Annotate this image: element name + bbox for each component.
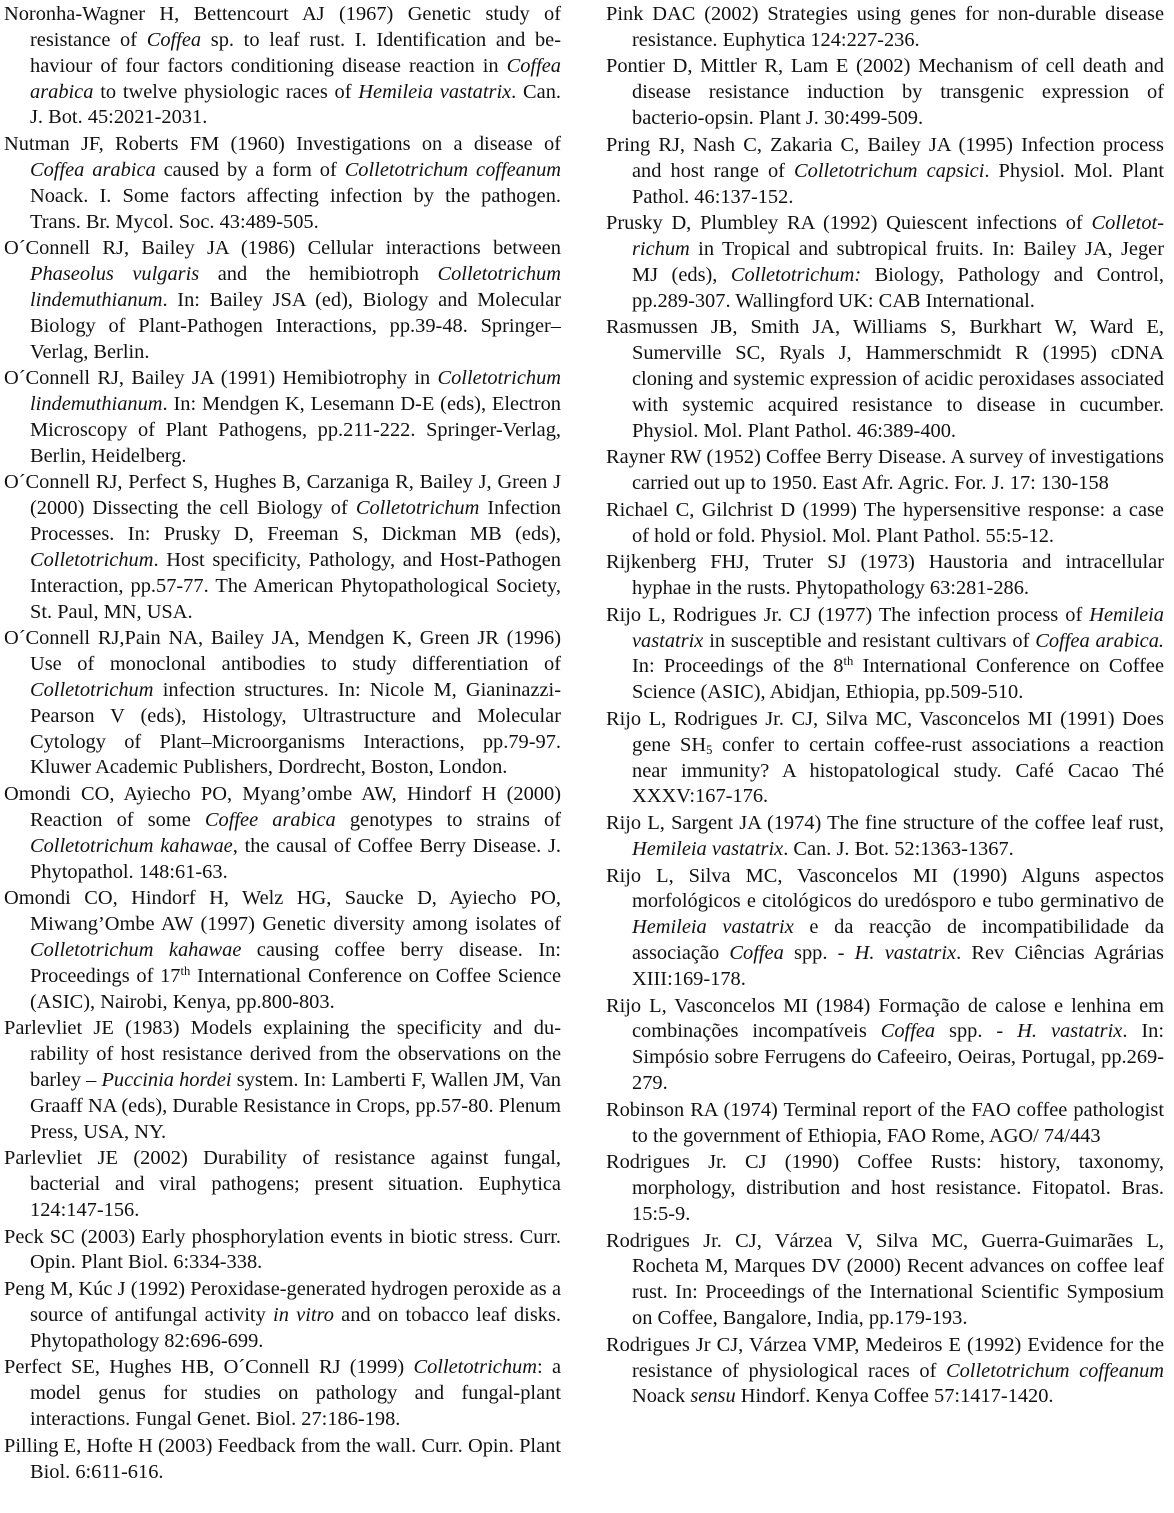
reference-column-right [606,2,1164,1411]
reference-text: Omondi CO, Ayiecho PO, Myang’ombe AW, Hindorf H (2000) Reaction of some [4,783,561,831]
reference-text: e da reacção de incompatibilidade da associação [632,916,1164,965]
reference-entry [606,133,1164,211]
reference-italic-text: Hemileia vastatrix [632,837,784,860]
reference-entry [606,211,1164,314]
reference-text: O´Connell RJ,Pain NA, Bailey JA, Mendgen K, Green JR (1996) Use of monoclonal antibodies to study differentiation of [4,627,561,676]
reference-entry [4,1277,561,1355]
reference-entry [606,994,1164,1097]
reference-text: . Host specificity, Pathology, and Host-Pathogen Interaction, pp.57-77. The American Phytopathological Society, St. Paul, MN, USA. [30,548,561,623]
reference-text: International Conference on Coffee Science (ASIC), Abidjan, Ethiopia, pp.509-510. [632,655,1164,704]
reference-entry [4,626,561,781]
reference-text: . Can. J. Bot. 52:1363-1367. [783,837,1014,860]
reference-italic-text: Coffea [729,942,784,965]
reference-text: confer to certain coffee-rust associations a reaction near immunity? A histopatological study. Café Cacao Thé XXXV:167-176. [632,733,1164,808]
reference-italic-text: H. vastatrix [854,942,957,965]
reference-text: . Physiol. Mol. Plant Pathol. 46:137-152. [632,159,1165,208]
reference-superscript: th [843,654,854,669]
reference-entry [606,315,1164,444]
reference-text: Infection Processes. In: Prusky D, Freeman S, Dickman MB (eds), [30,497,561,546]
reference-text: Pilling E, Hofte H (2003) Feedback from the wall. Curr. Opin. Plant Biol. 6:611-616. [4,1434,561,1483]
reference-text: sp. to leaf rust. I. Identification and behaviour of four factors conditioning disease reaction in [30,28,561,77]
reference-entry [606,550,1164,602]
reference-italic-text: Hemileia vastatrix [632,916,794,939]
reference-entry [606,1098,1164,1150]
reference-italic-text: Puccinia hordei [101,1068,232,1091]
reference-entry [606,445,1164,497]
reference-entry [606,707,1164,810]
reference-text: O´Connell RJ, Perfect S, Hughes B, Carzaniga R, Bailey J, Green J (2000) Dissecting the cell Biology of [4,471,561,520]
reference-italic-text: Coffea arabica [30,158,156,181]
reference-italic-text: Coffea [146,28,202,51]
reference-italic-text: Colletotrichum [355,497,480,520]
reference-text: to twelve physiologic races of [93,80,359,103]
reference-entry [4,236,561,365]
reference-text: genotypes to strains of [335,808,561,831]
reference-text: Noack. I. Some factors affecting infection by the pathogen. Trans. Br. Mycol. Soc. 43:489-505. [30,184,561,233]
reference-text: Rijo L, Rodrigues Jr. CJ, Silva MC, Vasconcelos MI (1991) Does gene SH [606,707,1164,756]
reference-text: spp. - [783,942,855,965]
reference-entry [606,2,1164,54]
reference-text: Prusky D, Plumbley RA (1992) Quiescent infections of [606,212,1092,235]
reference-italic-text: Colletotrichum kahawae [30,834,233,857]
reference-text: . Rev Ciências Agrárias XIII:169-178. [632,942,1164,990]
reference-column-left [4,2,561,1486]
reference-text: Pink DAC (2002) Strategies using genes for non-durable disease resistance. Euphytica 124:227-236. [606,3,1164,51]
reference-text: Rijo L, Rodrigues Jr. CJ (1977) The infection process of [606,603,1090,626]
reference-italic-text: Colletotrichum [30,678,154,701]
reference-text: Biology, Pathology and Control, pp.289-307. Wallingford UK: CAB International. [632,263,1165,312]
reference-text: Parlevliet JE (2002) Durability of resistance against fungal, bacterial and viral pathogens; present situation. Euphytica 124:147-156. [4,1147,561,1221]
reference-text: Robinson RA (1974) Terminal report of the FAO coffee pathologist to the government of Ethiopia, FAO Rome, AGO/ 74/443 [606,1098,1164,1147]
reference-entry [4,1225,561,1277]
reference-italic-text: Colletotrichum capsici [794,159,985,182]
reference-text: Nutman JF, Roberts FM (1960) Investigations on a disease of [4,133,561,156]
reference-italic-text: in vitro [273,1303,334,1326]
reference-entry [4,366,561,469]
reference-text: Peck SC (2003) Early phosphorylation events in biotic stress. Curr. Opin. Plant Biol. 6:334-338. [4,1225,561,1274]
reference-italic-text: Colletotrichum: [730,263,862,286]
reference-entry [4,1146,561,1224]
reference-italic-text: Colletotrichum coffeanum [344,158,561,181]
reference-text: Rijo L, Vasconcelos MI (1984) Formação de calose e lenhina em combinações incompatíveis [606,994,1164,1043]
reference-text: . In: Simpósio sobre Ferrugens do Cafeeiro, Oeiras, Portugal, pp.269-279. [632,1020,1165,1095]
reference-text: . In: Mendgen K, Lesemann D-E (eds), Electron Microscopy of Plant Pathogens, pp.211-222. Springer-Verlag, Berlin, Heidelberg. [30,393,561,467]
reference-text: system. In: Lamberti F, Wallen JM, Van Graaff NA (eds), Durable Resistance in Crops, pp.57-80. Plenum Press, USA, NY. [30,1068,561,1143]
reference-text: and the hemibiotroph [199,263,438,286]
reference-text: , the causal of Coffee Berry Disease. J. Phytopathol. 148:61-63. [30,834,562,883]
reference-italic-text: Coffea arabica. [1035,629,1165,652]
reference-text: Rodrigues Jr. CJ, Várzea V, Silva MC, Guerra-Guimarães L, Rocheta M, Marques DV (2000) Recent advances on coffee leaf rust. In: Proceedings of the International Scientific Symposium on Coffee, Bangalore, India, pp.179-193. [606,1229,1164,1330]
reference-italic-text: Coffee arabica [204,808,336,831]
reference-italic-text: Phaseolus vulgaris [30,263,200,286]
reference-text: O´Connell RJ, Bailey JA (1986) Cellular interactions between [4,237,561,260]
reference-entry [606,603,1164,706]
reference-italic-text: Colletotrichum [632,212,1164,260]
reference-italic-text: Colletotrichum [30,548,154,571]
reference-text: Rijo L, Sargent JA (1974) The fine structure of the coffee leaf rust, [606,812,1164,835]
reference-entry [606,864,1164,993]
reference-text: causing coffee berry disease. In: Proceedings of 17 [30,938,561,987]
reference-text: infection structures. In: Nicole M, Gianinazzi-Pearson V (eds), Histology, Ultrastructure and Molecular Cytology of Plant–Microorganisms Interactions, pp.79-97. Kluwer Academic Publishers, Dordrecht, Boston, London. [30,678,561,779]
reference-text: Rayner RW (1952) Coffee Berry Disease. A survey of investigations carried out up to 1950. East Afr. Agric. For. J. 17: 130-158 [606,446,1164,495]
reference-text: . In: Bailey JSA (ed), Biology and Molecular Biology of Plant-Pathogen Interactions, pp.39-48. Springer–Verlag, Berlin. [30,288,561,363]
reference-italic-text: Colletotrichum lindemuthianum [30,263,561,311]
reference-entry [606,811,1164,863]
reference-entry [606,1333,1164,1411]
reference-text: Hindorf. Kenya Coffee 57:1417-1420. [735,1385,1054,1408]
reference-text: O´Connell RJ, Bailey JA (1991) Hemibiotrophy in [4,367,438,390]
reference-text: Perfect SE, Hughes HB, O´Connell RJ (1999) [4,1356,414,1379]
reference-text: Noack [632,1385,691,1408]
reference-subscript: 5 [706,742,713,757]
reference-text: International Conference on Coffee Science (ASIC), Nairobi, Kenya, pp.800-803. [30,964,561,1013]
reference-text: Rijkenberg FHJ, Truter SJ (1973) Haustoria and intracellular hyphae in the rusts. Phytopathology 63:281-286. [606,551,1164,600]
reference-text: in susceptible and resistant cultivars of [703,629,1036,652]
reference-italic-text: Colletotrichum kahawae [30,938,242,961]
reference-text: Rodrigues Jr CJ, Várzea VMP, Medeiros E (1992) Evidence for the resistance of physiological races of [606,1333,1164,1382]
reference-text: Noronha-Wagner H, Bettencourt AJ (1967) Genetic study of resistance of [4,3,561,51]
reference-text: spp. - [935,1020,1018,1043]
reference-text: Pring RJ, Nash C, Zakaria C, Bailey JA (1995) Infection process and host range of [606,133,1164,182]
reference-entry [606,1229,1164,1332]
reference-text: : a model genus for studies on pathology and fungal-plant interactions. Fungal Genet. Biol. 27:186-198. [30,1356,561,1431]
reference-entry [4,1016,561,1145]
reference-italic-text: Coffea [880,1020,936,1043]
reference-italic-text: sensu [690,1385,736,1408]
reference-entry [4,1434,561,1486]
reference-text: Omondi CO, Hindorf H, Welz HG, Saucke D, Ayiecho PO, Miwang’Ombe AW (1997) Genetic diversity among isolates of [4,887,561,936]
reference-italic-text: Hemileia vastatrix [632,603,1164,652]
reference-text: and on tobacco leaf disks. Phytopathology 82:696-699. [30,1303,561,1352]
reference-italic-text: Coffea arabica [30,54,561,103]
reference-text: Rodrigues Jr. CJ (1990) Coffee Rusts: history, taxonomy, morphology, distribution and host resistance. Fitopatol. Bras. 15:5-9. [606,1151,1164,1225]
reference-superscript: th [180,963,191,978]
reference-italic-text: Colletotrichum coffeanum [946,1359,1165,1382]
reference-text: Peng M, Kúc J (1992) Peroxidase-generated hydrogen peroxide as a source of antifungal activity [4,1278,561,1326]
reference-italic-text: H. vastatrix [1017,1020,1123,1043]
reference-entry [4,886,561,1015]
reference-italic-text: Colletotrichum lindemuthianum [30,367,561,416]
reference-text: Richael C, Gilchrist D (1999) The hypersensitive response: a case of hold or fold. Physiol. Mol. Plant Pathol. 55:5-12. [606,498,1164,547]
reference-entry [4,470,561,625]
reference-text: In: Proceedings of the 8 [632,655,844,678]
reference-italic-text: Hemileia vastatrix [358,80,512,103]
reference-entry [606,1150,1164,1228]
reference-entry [4,1355,561,1433]
reference-text: Pontier D, Mittler R, Lam E (2002) Mechanism of cell death and disease resistance induction by transgenic expression of bacterio-opsin. Plant J. 30:499-509. [606,55,1164,130]
reference-entry [606,54,1164,132]
reference-entry [606,498,1164,550]
reference-italic-text: Colletotrichum [413,1356,537,1379]
reference-text: caused by a form of [155,158,345,181]
reference-entry [4,2,561,131]
reference-text: Parlevliet JE (1983) Models explaining the specificity and durability of host resistance derived from the observations on the barley – [4,1017,561,1091]
reference-entry [4,782,561,885]
reference-text: in Tropical and subtropical fruits. In: Bailey JA, Jeger MJ (eds), [632,237,1164,286]
reference-text: . Can. J. Bot. 45:2021-2031. [30,80,561,129]
reference-entry [4,132,561,235]
reference-text: Rijo L, Silva MC, Vasconcelos MI (1990) Alguns aspectos morfológicos e citológicos do uredósporo e tubo germinativo de [606,864,1164,913]
reference-text: Rasmussen JB, Smith JA, Williams S, Burkhart W, Ward E, Sumerville SC, Ryals J, Hammerschmidt R (1995) cDNA cloning and systemic expression of acidic peroxidases associated with systemic acquired resistance to disease in cucumber. Physiol. Mol. Plant Pathol. 46:389-400. [606,316,1164,442]
